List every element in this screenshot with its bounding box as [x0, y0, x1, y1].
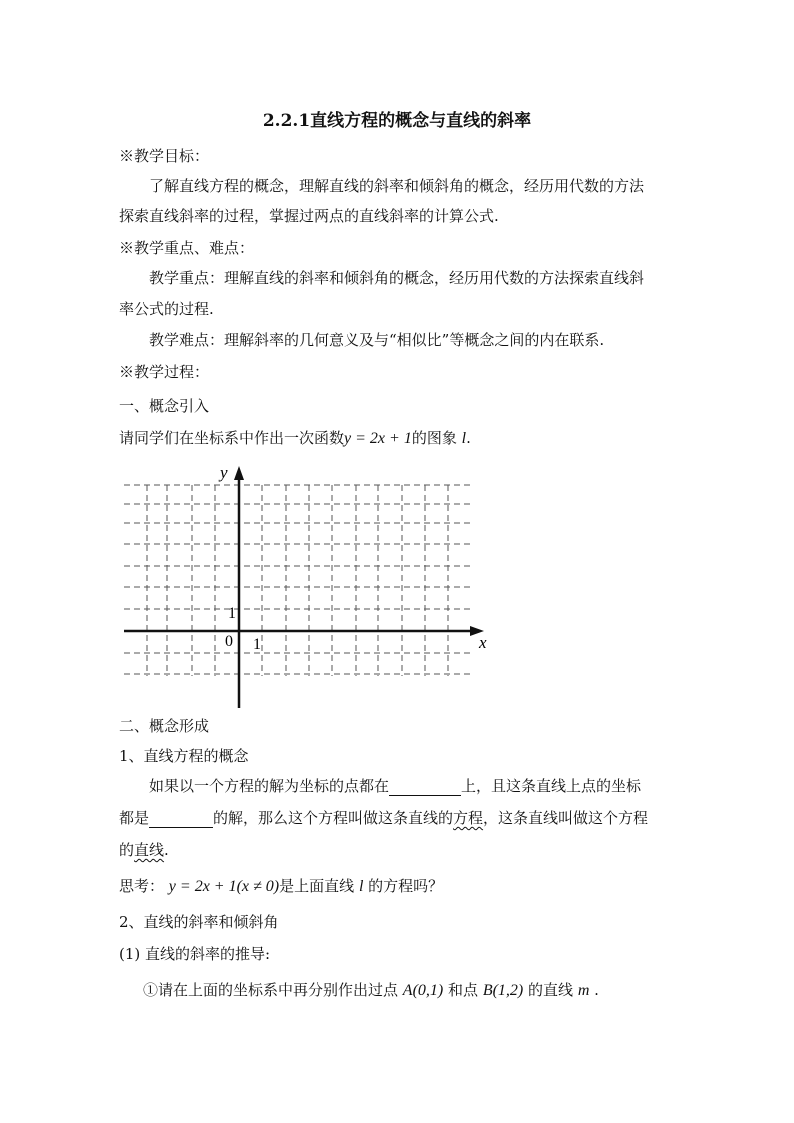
sub-1-heading: 1、直线方程的概念: [119, 747, 249, 765]
def-part-1: 如果以一个方程的解为坐标的点都在: [149, 777, 390, 795]
objectives-line-1: 了解直线方程的概念，理解直线的斜率和倾斜角的概念，经历用代数的方法: [149, 177, 645, 195]
step-1-prefix: ①请在上面的坐标系中再分别作出过点: [143, 981, 399, 999]
coordinate-grid: [0, 460, 794, 720]
def-part-3: 都是: [119, 809, 150, 827]
process-heading: ※教学过程：: [119, 363, 210, 381]
definition-line-2: [119, 808, 648, 828]
def-part-2: 上，且这条直线上点的坐标: [461, 777, 642, 795]
step-1-var: m: [577, 982, 590, 999]
think-suffix: 的方程吗？: [368, 877, 444, 895]
point-a: A(0,1): [402, 982, 444, 999]
def-part-6: 的: [119, 841, 135, 859]
key-point-line-1: 教学重点：理解直线的斜率和倾斜角的概念，经历用代数的方法探索直线斜: [149, 269, 645, 287]
step-1-middle: 和点: [448, 981, 479, 999]
def-part-5: ，这条直线叫做这个方程: [483, 809, 649, 827]
sub-2-heading: 2、直线的斜率和倾斜角: [119, 913, 279, 931]
page-title: 2.2.1直线方程的概念与直线的斜率: [262, 111, 532, 131]
fill-blank-2[interactable]: [149, 811, 213, 828]
think-formula: y = 2x + 1(x ≠ 0): [168, 878, 280, 895]
task-1-formula: y = 2x + 1: [344, 430, 412, 447]
task-1-suffix: .: [466, 429, 471, 447]
section-2-heading: 二、概念形成: [119, 717, 210, 735]
task-1-prefix: 请同学们在坐标系中作出一次函数: [119, 429, 345, 447]
step-1: [143, 980, 599, 1001]
y-axis-arrow: [234, 466, 244, 480]
y-axis-label: y: [220, 463, 228, 482]
think-question: [119, 876, 443, 897]
def-part-4: 的解，那么这个方程叫做这条直线的: [213, 809, 454, 827]
think-var: l: [358, 878, 364, 895]
definition-line-3: [119, 840, 169, 860]
y-tick-label: 1: [228, 605, 236, 622]
task-1-var: l: [461, 430, 467, 447]
fill-blank-1[interactable]: [389, 779, 461, 796]
step-1-suffix: .: [594, 981, 599, 999]
task-1-middle: 的图象: [411, 429, 457, 447]
sub-2-item-1: (1) 直线的斜率的推导:: [119, 945, 271, 963]
section-1-heading: 一、概念引入: [119, 397, 210, 415]
objectives-heading: ※教学目标：: [119, 147, 210, 165]
origin-label: 0: [225, 633, 233, 650]
step-1-middle-2: 的直线: [528, 981, 574, 999]
def-part-7: .: [164, 841, 169, 859]
task-1: [119, 428, 471, 449]
think-middle: 是上面直线: [279, 877, 355, 895]
difficult-point: 教学难点：理解斜率的几何意义及与“相似比”等概念之间的内在联系.: [149, 331, 605, 349]
x-tick-label: 1: [253, 636, 261, 653]
objectives-line-2: 探索直线斜率的过程，掌握过两点的直线斜率的计算公式.: [119, 207, 499, 225]
term-equation: 方程: [453, 809, 484, 827]
key-point-line-2: 率公式的过程.: [119, 300, 214, 318]
definition-line-1: [149, 776, 641, 796]
key-heading: ※教学重点、难点：: [119, 239, 255, 257]
term-line: 直线: [134, 841, 165, 859]
point-b: B(1,2): [482, 982, 524, 999]
think-prefix: 思考：: [119, 877, 165, 895]
x-axis-label: x: [479, 633, 487, 652]
